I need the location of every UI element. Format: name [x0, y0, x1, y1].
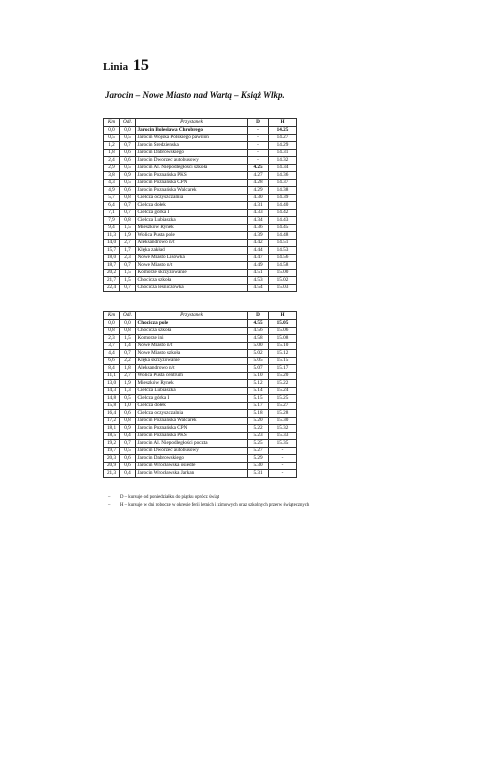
- time-d-cell: 5.14: [248, 387, 269, 395]
- table-row: [104, 247, 297, 255]
- table-row: [104, 455, 297, 463]
- time-h-cell: 15.12: [269, 350, 297, 358]
- distance-cell: 1,8: [120, 365, 136, 373]
- distance-cell: 0,7: [120, 440, 136, 448]
- time-d-cell: 4.28: [248, 179, 269, 187]
- time-h-cell: 14.25: [269, 127, 297, 135]
- km-cell: 0,5: [104, 134, 120, 142]
- stop-name-cell: Nowe Miasto Lisówka: [136, 254, 248, 262]
- time-d-cell: 4.53: [248, 277, 269, 285]
- stop-name-cell: Klęka skrzyżowanie: [136, 357, 248, 365]
- table-row: [104, 395, 297, 403]
- table-row: [104, 157, 297, 165]
- km-cell: 2,9: [104, 164, 120, 172]
- time-d-cell: 5.30: [248, 462, 269, 470]
- km-cell: 11,1: [104, 372, 120, 380]
- table-row: [104, 432, 297, 440]
- table-row: [104, 134, 297, 142]
- distance-cell: 0,9: [120, 172, 136, 180]
- time-h-cell: 15.03: [269, 284, 297, 292]
- stop-name-cell: Jarocin Wrocławska osiedle: [136, 462, 248, 470]
- distance-cell: 0,6: [120, 462, 136, 470]
- table-row: [104, 417, 297, 425]
- km-cell: 17,2: [104, 417, 120, 425]
- time-d-cell: 5.20: [248, 417, 269, 425]
- stop-name-cell: Jarocin Poznańska PKS: [136, 172, 248, 180]
- table-row: [104, 217, 297, 225]
- km-cell: 18,1: [104, 425, 120, 433]
- stop-name-cell: Cielcza górka I: [136, 209, 248, 217]
- stop-name-cell: Nowe Miasto n/t: [136, 342, 248, 350]
- km-cell: 4,9: [104, 187, 120, 195]
- stop-name-cell: Chocicza szkoła: [136, 277, 248, 285]
- time-d-cell: 5.31: [248, 470, 269, 478]
- km-cell: 8,4: [104, 365, 120, 373]
- footnote-h: – H – kursuje w dni robocze w okresie ferii letnich i zimowych oraz szkolnych przerw świątecznych: [108, 502, 310, 508]
- stop-name-cell: Cielcza dołek: [136, 402, 248, 410]
- table-row: [104, 164, 297, 172]
- table-row: [104, 425, 297, 433]
- time-h-cell: 14.48: [269, 232, 297, 240]
- stop-name-cell: Jarocin Dabrowskiego: [136, 455, 248, 463]
- time-d-cell: 5.15: [248, 395, 269, 403]
- time-d-cell: 4.30: [248, 194, 269, 202]
- time-d-cell: 5.17: [248, 402, 269, 410]
- distance-cell: 1,5: [120, 277, 136, 285]
- time-h-cell: 14.42: [269, 209, 297, 217]
- time-d-cell: 4.25: [248, 164, 269, 172]
- distance-cell: 1,5: [120, 335, 136, 343]
- table-row: [104, 320, 297, 328]
- stop-name-cell: Jarocin Poznańska CPN: [136, 425, 248, 433]
- time-h-cell: -: [269, 462, 297, 470]
- column-header-km: Km: [104, 312, 120, 320]
- table-row: [104, 194, 297, 202]
- time-h-cell: 14.36: [269, 172, 297, 180]
- distance-cell: 0,0: [120, 320, 136, 328]
- time-d-cell: 4.55: [248, 320, 269, 328]
- time-h-cell: 15.24: [269, 387, 297, 395]
- time-d-cell: 5.25: [248, 440, 269, 448]
- table-header-row: [104, 312, 297, 320]
- table-row: [104, 142, 297, 150]
- time-h-cell: 15.32: [269, 425, 297, 433]
- stop-name-cell: Jarocin Poznańska CPN: [136, 179, 248, 187]
- km-cell: 7,1: [104, 209, 120, 217]
- time-d-cell: 5.29: [248, 455, 269, 463]
- km-cell: 4,4: [104, 350, 120, 358]
- km-cell: 21,7: [104, 277, 120, 285]
- time-h-cell: 14.34: [269, 164, 297, 172]
- table-row: [104, 335, 297, 343]
- km-cell: 18,7: [104, 262, 120, 270]
- line-label: Linia: [103, 61, 129, 73]
- km-cell: 18,5: [104, 432, 120, 440]
- km-cell: 21,3: [104, 470, 120, 478]
- stop-name-cell: Jarocin Dabrowskiego: [136, 149, 248, 157]
- time-d-cell: -: [248, 134, 269, 142]
- table-row: [104, 447, 297, 455]
- distance-cell: 0,6: [120, 187, 136, 195]
- km-cell: 15,7: [104, 247, 120, 255]
- time-h-cell: 14.40: [269, 202, 297, 210]
- table-row: [104, 350, 297, 358]
- footnotes: [108, 494, 309, 509]
- distance-cell: 0,5: [120, 447, 136, 455]
- time-h-cell: 15.33: [269, 432, 297, 440]
- distance-cell: 0,6: [120, 410, 136, 418]
- km-cell: 14,0: [104, 239, 120, 247]
- column-header-d: D: [248, 119, 269, 127]
- table-row: [104, 277, 297, 285]
- time-h-cell: 15.28: [269, 410, 297, 418]
- km-cell: 6,6: [104, 357, 120, 365]
- route-title: Jarocin – Nowe Miasto nad Wartą – Książ Wlkp.: [105, 90, 285, 100]
- distance-cell: 0,9: [120, 425, 136, 433]
- time-h-cell: 14.31: [269, 149, 297, 157]
- distance-cell: 1,5: [120, 269, 136, 277]
- time-h-cell: 14.51: [269, 239, 297, 247]
- stop-name-cell: Chocicza szkoła: [136, 327, 248, 335]
- time-h-cell: 15.00: [269, 269, 297, 277]
- km-cell: 13,0: [104, 380, 120, 388]
- distance-cell: 1,9: [120, 232, 136, 240]
- table-row: [104, 172, 297, 180]
- km-cell: 22,4: [104, 284, 120, 292]
- distance-cell: 1,5: [120, 224, 136, 232]
- time-d-cell: 5.02: [248, 350, 269, 358]
- time-h-cell: 14.58: [269, 262, 297, 270]
- stop-name-cell: Aleksandrowo n/t: [136, 365, 248, 373]
- time-h-cell: 15.20: [269, 372, 297, 380]
- line-number: 15: [132, 57, 149, 74]
- table-row: [104, 284, 297, 292]
- time-d-cell: 4.27: [248, 172, 269, 180]
- km-cell: 20,2: [104, 269, 120, 277]
- page-title: [103, 57, 149, 75]
- time-d-cell: -: [248, 127, 269, 135]
- stop-name-cell: Komorze skrzyżowanie: [136, 269, 248, 277]
- km-cell: 0,8: [104, 327, 120, 335]
- stop-name-cell: Jarocin Dworzec autobusowy: [136, 447, 248, 455]
- table-row: [104, 209, 297, 217]
- distance-cell: 0,4: [120, 470, 136, 478]
- time-h-cell: -: [269, 447, 297, 455]
- stop-name-cell: Komorze ini: [136, 335, 248, 343]
- km-cell: 20,3: [104, 455, 120, 463]
- time-d-cell: 5.27: [248, 447, 269, 455]
- km-cell: 14,8: [104, 395, 120, 403]
- time-d-cell: 4.44: [248, 247, 269, 255]
- time-h-cell: 14.29: [269, 142, 297, 150]
- table-header-row: [104, 119, 297, 127]
- time-d-cell: 4.36: [248, 224, 269, 232]
- time-d-cell: 4.33: [248, 209, 269, 217]
- km-cell: 6,4: [104, 202, 120, 210]
- distance-cell: 0,4: [120, 432, 136, 440]
- distance-cell: 0,6: [120, 455, 136, 463]
- timetable-outbound-body: [104, 127, 297, 292]
- table-row: [104, 149, 297, 157]
- table-row: [104, 387, 297, 395]
- stop-name-cell: Chocicza leśniczówka: [136, 284, 248, 292]
- column-header-h: H: [269, 119, 297, 127]
- km-cell: 19,2: [104, 440, 120, 448]
- distance-cell: 1,9: [120, 380, 136, 388]
- timetable-return-body: [104, 320, 297, 478]
- table-row: [104, 342, 297, 350]
- table-row: [104, 239, 297, 247]
- km-cell: 7,9: [104, 217, 120, 225]
- km-cell: 9,4: [104, 224, 120, 232]
- table-row: [104, 269, 297, 277]
- time-d-cell: 4.39: [248, 232, 269, 240]
- stop-name-cell: Jarocin Wojska Polskiego pawilon: [136, 134, 248, 142]
- distance-cell: 0,5: [120, 134, 136, 142]
- km-cell: 5,7: [104, 194, 120, 202]
- distance-cell: 0,5: [120, 179, 136, 187]
- distance-cell: 2,7: [120, 372, 136, 380]
- column-header-km: Km: [104, 119, 120, 127]
- table-row: [104, 202, 297, 210]
- table-row: [104, 372, 297, 380]
- time-h-cell: 15.35: [269, 440, 297, 448]
- distance-cell: 0,5: [120, 164, 136, 172]
- stop-name-cell: Chocicza pole: [136, 320, 248, 328]
- time-h-cell: 15.30: [269, 417, 297, 425]
- time-h-cell: 14.37: [269, 179, 297, 187]
- km-cell: 2,4: [104, 157, 120, 165]
- distance-cell: 0,7: [120, 202, 136, 210]
- km-cell: 0,0: [104, 320, 120, 328]
- distance-cell: 0,7: [120, 350, 136, 358]
- distance-cell: 1,7: [120, 247, 136, 255]
- table-row: [104, 224, 297, 232]
- time-h-cell: 14.53: [269, 247, 297, 255]
- time-h-cell: 14.45: [269, 224, 297, 232]
- stop-name-cell: Mieszków Rynek: [136, 380, 248, 388]
- time-d-cell: 5.23: [248, 432, 269, 440]
- table-row: [104, 410, 297, 418]
- time-h-cell: -: [269, 455, 297, 463]
- km-cell: 20,9: [104, 462, 120, 470]
- km-cell: 3,7: [104, 342, 120, 350]
- stop-name-cell: Klęka zakład: [136, 247, 248, 255]
- km-cell: 0,0: [104, 127, 120, 135]
- footnote-d: – D – kursuje od poniedziałku do piątku oprócz świąt: [108, 495, 220, 500]
- time-d-cell: 5.18: [248, 410, 269, 418]
- column-header-distance: Odl.: [120, 312, 136, 320]
- km-cell: 11,3: [104, 232, 120, 240]
- distance-cell: 0,6: [120, 149, 136, 157]
- distance-cell: 0,6: [120, 157, 136, 165]
- time-d-cell: -: [248, 149, 269, 157]
- stop-name-cell: Jarocin Dworzec autobusowy: [136, 157, 248, 165]
- time-h-cell: 15.22: [269, 380, 297, 388]
- time-d-cell: 5.07: [248, 365, 269, 373]
- distance-cell: 2,2: [120, 357, 136, 365]
- table-row: [104, 357, 297, 365]
- km-cell: 15,8: [104, 402, 120, 410]
- stop-name-cell: Cielcza oczyszczalnia: [136, 410, 248, 418]
- km-cell: 4,3: [104, 179, 120, 187]
- table-row: [104, 380, 297, 388]
- time-d-cell: 4.54: [248, 284, 269, 292]
- stop-name-cell: Jarocin Wrocławska Jarkan: [136, 470, 248, 478]
- distance-cell: 0,5: [120, 395, 136, 403]
- time-d-cell: 5.22: [248, 425, 269, 433]
- column-header-h: H: [269, 312, 297, 320]
- km-cell: 16,4: [104, 410, 120, 418]
- table-row: [104, 462, 297, 470]
- table-row: [104, 232, 297, 240]
- stop-name-cell: Cielcza oczyszczalnia: [136, 194, 248, 202]
- time-d-cell: -: [248, 157, 269, 165]
- time-d-cell: 4.51: [248, 269, 269, 277]
- distance-cell: 0,7: [120, 284, 136, 292]
- time-d-cell: 4.47: [248, 254, 269, 262]
- time-h-cell: 15.05: [269, 320, 297, 328]
- km-cell: 19,7: [104, 447, 120, 455]
- distance-cell: 0,8: [120, 327, 136, 335]
- stop-name-cell: Wolica Pusta centrum: [136, 372, 248, 380]
- stop-name-cell: Mieszków Rynek: [136, 224, 248, 232]
- distance-cell: 0,8: [120, 417, 136, 425]
- km-cell: 18,0: [104, 254, 120, 262]
- column-header-distance: Odl.: [120, 119, 136, 127]
- time-h-cell: 14.56: [269, 254, 297, 262]
- stop-name-cell: Jarocin Poznańska Walcarek: [136, 187, 248, 195]
- table-row: [104, 127, 297, 135]
- km-cell: 3,8: [104, 172, 120, 180]
- km-cell: 1,2: [104, 142, 120, 150]
- column-header-stop: Przystanek: [136, 119, 248, 127]
- column-header-stop: Przystanek: [136, 312, 248, 320]
- stop-name-cell: Cielcza Lubiaszka: [136, 217, 248, 225]
- time-h-cell: 14.27: [269, 134, 297, 142]
- stop-name-cell: Jarocin Poznańska Walcarek: [136, 417, 248, 425]
- stop-name-cell: Cielcza dołek: [136, 202, 248, 210]
- time-d-cell: 4.42: [248, 239, 269, 247]
- distance-cell: 0,8: [120, 194, 136, 202]
- table-row: [104, 179, 297, 187]
- time-h-cell: 15.17: [269, 365, 297, 373]
- time-d-cell: 4.31: [248, 202, 269, 210]
- time-h-cell: 15.02: [269, 277, 297, 285]
- time-d-cell: 5.00: [248, 342, 269, 350]
- distance-cell: 1,3: [120, 387, 136, 395]
- table-row: [104, 440, 297, 448]
- km-cell: 1,8: [104, 149, 120, 157]
- stop-name-cell: Aleksandrowo n/t: [136, 239, 248, 247]
- time-d-cell: 4.29: [248, 187, 269, 195]
- distance-cell: 0,0: [120, 127, 136, 135]
- timetable-return: [103, 311, 297, 478]
- distance-cell: 2,3: [120, 254, 136, 262]
- table-row: [104, 187, 297, 195]
- distance-cell: 0,7: [120, 262, 136, 270]
- km-cell: 2,3: [104, 335, 120, 343]
- column-header-d: D: [248, 312, 269, 320]
- time-h-cell: 14.39: [269, 194, 297, 202]
- stop-name-cell: Nowe Miasto n/t: [136, 262, 248, 270]
- stop-name-cell: Jarocin Średzienska: [136, 142, 248, 150]
- time-d-cell: 5.10: [248, 372, 269, 380]
- time-h-cell: 15.15: [269, 357, 297, 365]
- stop-name-cell: Cielcza górka I: [136, 395, 248, 403]
- table-row: [104, 262, 297, 270]
- table-row: [104, 402, 297, 410]
- time-h-cell: 14.38: [269, 187, 297, 195]
- time-d-cell: 5.12: [248, 380, 269, 388]
- table-row: [104, 254, 297, 262]
- stop-name-cell: Jarocin Poznańska PKS: [136, 432, 248, 440]
- time-d-cell: 5.05: [248, 357, 269, 365]
- distance-cell: 0,7: [120, 142, 136, 150]
- stop-name-cell: Cielcza Lubiaszka: [136, 387, 248, 395]
- time-d-cell: 4.56: [248, 327, 269, 335]
- table-row: [104, 365, 297, 373]
- time-h-cell: -: [269, 470, 297, 478]
- distance-cell: 1,4: [120, 342, 136, 350]
- km-cell: 14,3: [104, 387, 120, 395]
- stop-name-cell: Nowe Miasto szkoła: [136, 350, 248, 358]
- table-row: [104, 470, 297, 478]
- time-h-cell: 15.10: [269, 342, 297, 350]
- time-h-cell: 15.27: [269, 402, 297, 410]
- distance-cell: 2,7: [120, 239, 136, 247]
- time-h-cell: 14.32: [269, 157, 297, 165]
- time-d-cell: -: [248, 142, 269, 150]
- stop-name-cell: Jarocin Bolesława Chrobrego: [136, 127, 248, 135]
- stop-name-cell: Wolica Pusta pole: [136, 232, 248, 240]
- stop-name-cell: Jarocin Al. Niepodległości poczta: [136, 440, 248, 448]
- distance-cell: 1,0: [120, 402, 136, 410]
- time-h-cell: 14.43: [269, 217, 297, 225]
- distance-cell: 0,7: [120, 209, 136, 217]
- time-h-cell: 15.25: [269, 395, 297, 403]
- time-d-cell: 4.34: [248, 217, 269, 225]
- stop-name-cell: Jarocin Al. Niepodległości szkoła: [136, 164, 248, 172]
- timetable-outbound: [103, 118, 297, 292]
- time-h-cell: 15.06: [269, 327, 297, 335]
- time-d-cell: 4.49: [248, 262, 269, 270]
- distance-cell: 0,8: [120, 217, 136, 225]
- time-h-cell: 15.08: [269, 335, 297, 343]
- time-d-cell: 4.58: [248, 335, 269, 343]
- table-row: [104, 327, 297, 335]
